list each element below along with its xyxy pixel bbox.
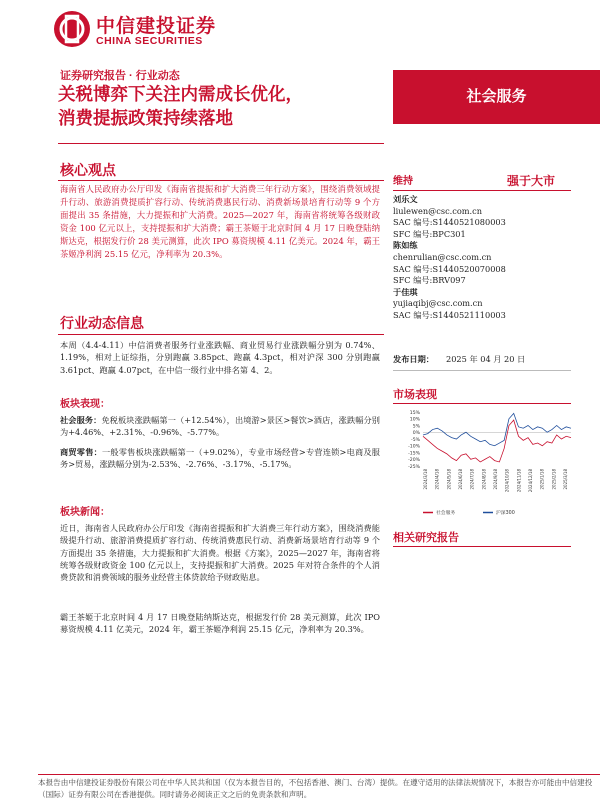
analyst-sac: SAC 编号:S1440520070008 — [393, 263, 506, 274]
industry-heading: 行业动态信息 — [60, 315, 144, 331]
title-divider — [58, 143, 384, 144]
market-performance-heading: 市场表现 — [393, 389, 437, 401]
analyst-name: 于佳琪 — [393, 286, 418, 297]
y-tick-label: 15% — [409, 410, 420, 416]
analyst-sac: SAC 编号:S1440521080003 — [393, 217, 506, 228]
industry-summary: 本周（4.4-4.11）中信消费者服务行业涨跌幅、商业贸易行业涨跌幅分别为 0.74%、1.19%，相对上证综指，分别跑赢 3.85pct、跑赢 4.3pct，相对沪深 300 分别跑赢 3.61pct、跑赢 4.07pct，在中信一级行业中排名第 4、2。 — [60, 340, 380, 375]
y-tick-label: 5% — [412, 424, 420, 430]
x-tick-label: 2024/12/18 — [528, 469, 533, 493]
publish-date-value: 2025 年 04 月 20 日 — [446, 354, 526, 364]
y-tick-label: -20% — [408, 458, 420, 464]
rating-value: 强于大市 — [507, 174, 556, 188]
y-tick-label: -25% — [408, 464, 420, 470]
series-line-csi300 — [423, 413, 571, 445]
x-tick-label: 2024/11/18 — [516, 469, 522, 493]
legend-label: 社会服务 — [436, 511, 456, 516]
rating-divider — [393, 190, 571, 191]
analyst-email[interactable]: yujiaqibj@csc.com.cn — [393, 298, 483, 309]
report-title — [58, 82, 378, 130]
x-tick-label: 2024/6/18 — [458, 469, 463, 490]
core-viewpoint-heading: 核心观点 — [60, 162, 116, 178]
legend-label: 沪深300 — [496, 511, 515, 516]
analyst-email[interactable]: chenrulian@csc.com.cn — [393, 251, 492, 262]
report-title-line2: 消费提振政策持续落地 — [58, 108, 233, 128]
analyst-name: 陈如练 — [393, 240, 418, 251]
y-tick-label: 0% — [412, 431, 420, 437]
x-tick-label: 2024/7/18 — [469, 469, 475, 490]
x-tick-label: 2024/8/18 — [481, 469, 487, 490]
footer-divider — [38, 774, 600, 775]
y-tick-label: -10% — [408, 444, 420, 450]
x-tick-label: 2025/3/18 — [563, 469, 568, 490]
y-tick-label: 10% — [409, 417, 420, 423]
analyst-block — [393, 240, 583, 286]
related-reports-divider — [393, 546, 571, 547]
x-tick-label: 2024/3/18 — [423, 469, 428, 490]
series-line-social-services — [423, 420, 571, 462]
social-services-text: 免税板块涨跌幅第一（+12.54%），出境游>景区>餐饮>酒店，涨跌幅分别为+4.46%、+2.31%、-0.96%、-5.77%。 — [60, 415, 380, 438]
report-title-line1: 关税博弈下关注内需成长优化， — [58, 84, 303, 104]
sector-label: 社会服务 — [466, 88, 527, 105]
sector-news-heading: 板块新闻： — [60, 507, 110, 518]
social-services-performance — [60, 414, 380, 439]
core-viewpoint-divider — [58, 180, 384, 181]
retail-lead: 商贸零售： — [60, 447, 102, 457]
market-performance-chart — [393, 404, 583, 520]
core-viewpoint-body: 海南省人民政府办公厅印发《海南省提振和扩大消费三年行动方案》，围绕消费领域提升行动、旅游消费提质扩容行动、传统消费惠民行动、消费新场景培育行动等 9 个方面提出 35 条措施，大力提振和扩大消费。2025—2027 年，海南省将统筹各级财政资金 100 亿元以上，支持提振和扩大消费；霸王茶姬于北京时间 4 月 17 日晚登陆纳斯达克，根据发行价 28 美元测算，此次 IPO 募资规模 4.11 亿美元。2024 年，霸王茶姬净利润 25.15 亿元，净利率为 20.3%。 — [60, 184, 380, 260]
analyst-email[interactable]: liulewen@csc.com.cn — [393, 205, 483, 216]
retail-text: 一般零售板块涨跌幅第一（+9.02%），专业市场经营>专营连锁>电商及服务>贸易，涨跌幅分别为-2.53%、-2.76%、-3.17%、-5.17%。 — [60, 447, 380, 470]
analyst-name: 刘乐文 — [393, 194, 418, 204]
x-tick-label: 2025/1/18 — [539, 469, 545, 490]
related-reports-heading: 相关研究报告 — [393, 532, 459, 544]
analyst-sfc: SFC 编号:BPC301 — [393, 228, 466, 239]
date-divider — [393, 370, 571, 371]
y-tick-label: -5% — [411, 437, 420, 443]
logo-english-name: CHINA SECURITIES — [96, 35, 203, 47]
retail-performance — [60, 446, 380, 471]
x-tick-label: 2024/10/18 — [504, 469, 510, 493]
analyst-block — [393, 287, 583, 322]
x-tick-label: 2024/4/18 — [434, 469, 440, 490]
analyst-list — [393, 194, 583, 322]
y-tick-label: -15% — [408, 451, 420, 457]
x-tick-label: 2025/2/18 — [551, 469, 557, 490]
analyst-block — [393, 194, 583, 240]
footer-disclaimer: 本报告由中信建投证券股份有限公司在中华人民共和国（仅为本报告目的，不包括香港、澳门、台湾）提供。在遵守适用的法律法规情况下，本报告亦可能由中信建投（国际）证券有限公司在香港提供。同时请务必阅读正文之后的免责条款和声明。 — [38, 778, 593, 799]
x-tick-label: 2024/5/18 — [446, 469, 452, 490]
sector-performance-heading: 板块表现： — [60, 399, 110, 410]
x-tick-label: 2024/9/18 — [493, 469, 498, 490]
sector-news-paragraph-1: 近日，海南省人民政府办公厅印发《海南省提振和扩大消费三年行动方案》，围绕消费能级提升行动、旅游消费提质扩容行动、传统消费惠民行动、消费新场景培育行动等 9 个方面提出 35 条措施，大力提振和扩大消费。根据《方案》，2025—2027 年，海南省将统筹各级财政资金 100 亿元以上，支持提振和扩大消费。2025 年对符合条件的个人消费贷款和消费领域的服务业经营主体贷款给予财政贴息。 — [60, 523, 380, 583]
report-type: 证券研究报告 · 行业动态 — [60, 70, 180, 82]
logo-chinese-name: 中信建投证券 — [96, 16, 217, 37]
social-services-lead: 社会服务： — [60, 415, 102, 425]
sector-news-paragraph-2: 霸王茶姬于北京时间 4 月 17 日晚登陆纳斯达克，根据发行价 28 美元测算，此次 IPO 募资规模 4.11 亿美元，2024 年，霸王茶姬净利润 25.15 亿元，净利率为 20.3%。 — [60, 612, 380, 635]
publish-date-label: 发布日期： — [393, 354, 434, 364]
analyst-sac: SAC 编号:S1440521110003 — [393, 309, 506, 320]
analyst-sfc: SFC 编号:BRV097 — [393, 275, 466, 286]
rating-label: 维持 — [393, 176, 413, 187]
industry-divider — [58, 334, 384, 335]
